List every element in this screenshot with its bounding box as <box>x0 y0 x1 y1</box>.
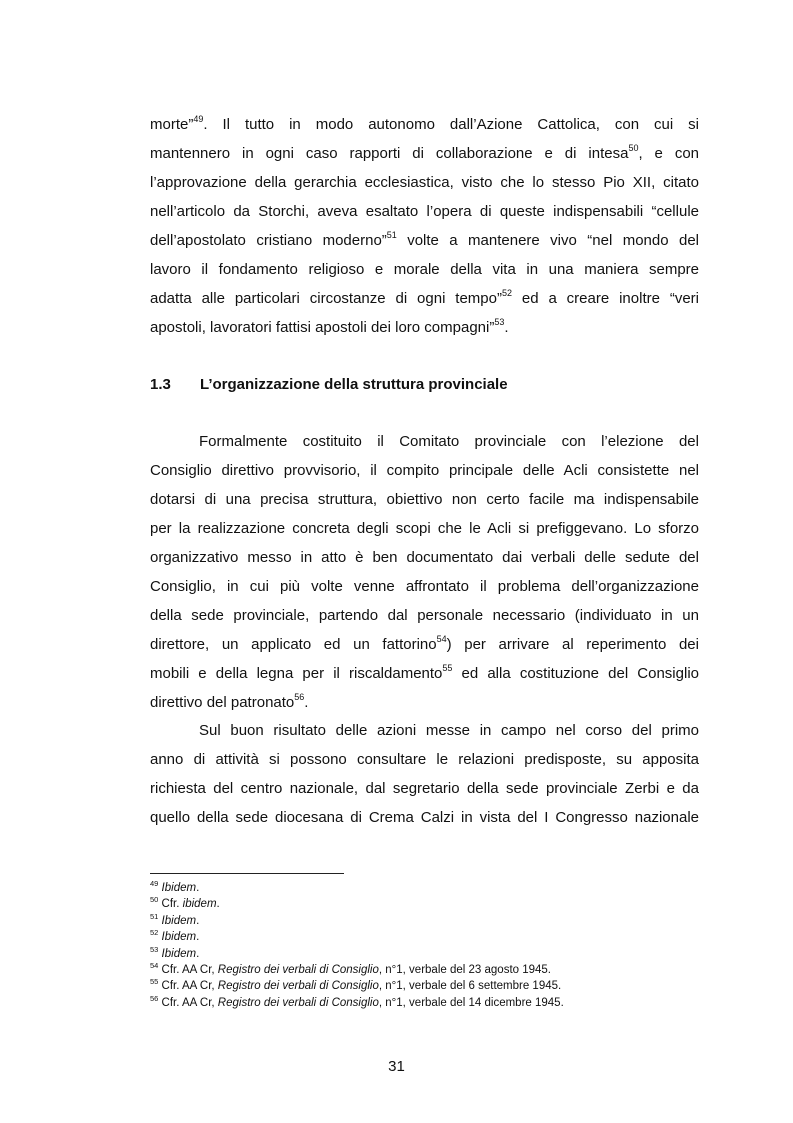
text-run: . <box>304 694 309 711</box>
footnote <box>150 880 699 896</box>
text-line <box>150 572 699 601</box>
text-line <box>150 803 699 832</box>
text-run: . <box>196 931 200 944</box>
text-line <box>150 313 699 342</box>
text-run: . Il tutto in modo autonomo dall’Azione Cattolica, con cui si <box>203 116 699 133</box>
footnote <box>150 896 699 912</box>
italic-text: ibidem <box>182 898 217 911</box>
text-run: Cfr. <box>161 898 183 911</box>
text-run: , n°1, verbale del 23 agosto 1945. <box>378 963 552 976</box>
page-number: 31 <box>388 1058 405 1075</box>
italic-text: Ibidem <box>161 947 197 960</box>
text-run: , n°1, verbale del 14 dicembre 1945. <box>378 996 564 1009</box>
text-line <box>150 168 699 197</box>
footnote-reference: 56 <box>294 692 305 702</box>
text-run: della sede provinciale, partendo dal personale necessario (individuato in un <box>150 607 699 624</box>
text-run: organizzativo messo in atto è ben documentato dai verbali delle sedute del <box>150 549 699 566</box>
text-run: adatta alle particolari circostanze di ogni tempo” <box>150 290 502 307</box>
italic-text: Ibidem <box>161 914 197 927</box>
text-run: ) per arrivare al reperimento dei <box>446 636 699 653</box>
italic-text: Registro dei verbali di Consiglio <box>217 996 379 1009</box>
text-line <box>150 659 699 688</box>
footnote <box>150 978 699 994</box>
text-line <box>150 197 699 226</box>
footnote-number: 52 <box>150 928 159 938</box>
text-run: , n°1, verbale del 6 settembre 1945. <box>378 980 562 993</box>
text-run: . <box>196 914 200 927</box>
footnote-number: 56 <box>150 993 159 1003</box>
footnote-reference: 54 <box>436 634 447 644</box>
text-run: dell’apostolato cristiano moderno” <box>150 232 387 249</box>
footnote <box>150 929 699 945</box>
footnote-reference: 52 <box>501 288 512 298</box>
text-run: . <box>504 319 509 336</box>
text-run: Sul buon risultato delle azioni messe in campo nel corso del primo <box>199 722 699 739</box>
text-run: morte” <box>150 116 194 133</box>
text-line <box>150 427 699 456</box>
text-line <box>150 543 699 572</box>
text-run: ed a creare inoltre “veri <box>512 290 699 307</box>
italic-text: Ibidem <box>161 882 197 894</box>
text-run: mobili e della legna per il riscaldamento <box>150 665 443 682</box>
text-run: ed alla costituzione del Consiglio <box>452 665 699 682</box>
footnote <box>150 946 699 962</box>
footnote-number: 54 <box>150 960 159 970</box>
text-line <box>150 630 699 659</box>
text-line <box>150 745 699 774</box>
footnote-separator <box>150 873 344 874</box>
text-line <box>150 716 699 745</box>
text-run: . <box>216 898 220 911</box>
footnote-number: 49 <box>150 879 159 888</box>
paragraph-organization <box>150 427 699 717</box>
footnote <box>150 913 699 929</box>
text-run: Consiglio direttivo provvisorio, il compito principale delle Acli consistette nel <box>150 462 699 479</box>
footnote-reference: 50 <box>628 143 639 153</box>
text-line <box>150 456 699 485</box>
text-run: volte a mantenere vivo “nel mondo del <box>396 232 699 249</box>
text-run: l’approvazione della gerarchia ecclesiastica, visto che lo stesso Pio XII, citato <box>150 174 699 191</box>
text-run: dotarsi di una precisa struttura, obiettivo non certo facile ma indispensabile <box>150 491 699 508</box>
text-run: Cfr. AA Cr, <box>161 963 218 976</box>
italic-text: Registro dei verbali di Consiglio <box>217 963 379 976</box>
footnote-number: 50 <box>150 895 159 905</box>
text-run: . <box>196 947 200 960</box>
paragraph-continuation <box>150 110 699 342</box>
text-run: direttivo del patronato <box>150 694 295 711</box>
text-line <box>150 601 699 630</box>
text-run: per la realizzazione concreta degli scopi che le Acli si prefiggevano. Lo sforzo <box>150 520 699 537</box>
text-line <box>150 255 699 284</box>
text-run: apostoli, lavoratori fattisi apostoli dei loro compagni” <box>150 319 495 336</box>
italic-text: Ibidem <box>161 931 197 944</box>
text-run: Cfr. AA Cr, <box>161 980 218 993</box>
text-line <box>150 226 699 255</box>
footnote <box>150 995 699 1011</box>
italic-text: Registro dei verbali di Consiglio <box>217 980 379 993</box>
text-run: Formalmente costituito il Comitato provinciale con l’elezione del <box>199 433 699 450</box>
text-run: quello della sede diocesana di Crema Calzi in vista del I Congresso nazionale <box>150 809 699 826</box>
text-run: nell’articolo da Storchi, aveva esaltato l’opera di queste indispensabili “cellule <box>150 203 699 220</box>
section-heading <box>150 370 699 399</box>
footnote-number: 51 <box>150 911 159 921</box>
text-run: , e con <box>638 145 700 162</box>
text-line <box>150 284 699 313</box>
text-line <box>150 110 699 139</box>
footnote-reference: 53 <box>494 317 505 327</box>
footnote-number: 55 <box>150 977 159 987</box>
footnote-reference: 51 <box>386 230 397 240</box>
text-line <box>150 139 699 168</box>
footnote-reference: 55 <box>442 663 453 673</box>
section-title: L’organizzazione della struttura provinciale <box>200 376 508 393</box>
text-run: . <box>196 882 200 894</box>
text-line <box>150 485 699 514</box>
text-run: anno di attività si possono consultare le relazioni predisposte, su apposita <box>150 751 699 768</box>
text-line <box>150 774 699 803</box>
footnote <box>150 962 699 978</box>
footnotes <box>150 880 699 1011</box>
text-run: mantennero in ogni caso rapporti di collaborazione e di intesa <box>150 145 629 162</box>
text-run: Cfr. AA Cr, <box>161 996 218 1009</box>
footnote-number: 53 <box>150 944 159 954</box>
section-number: 1.3 <box>150 376 171 393</box>
text-run: Consiglio, in cui più volte venne affrontato il problema dell’organizzazione <box>150 578 699 595</box>
footnote-reference: 49 <box>193 114 204 124</box>
text-run: richiesta del centro nazionale, dal segretario della sede provinciale Zerbi e da <box>150 780 699 797</box>
text-line <box>150 514 699 543</box>
text-run: direttore, un applicato ed un fattorino <box>150 636 437 653</box>
text-line <box>150 688 699 717</box>
paragraph-results <box>150 716 699 832</box>
text-run: lavoro il fondamento religioso e morale della vita in una maniera sempre <box>150 261 699 278</box>
